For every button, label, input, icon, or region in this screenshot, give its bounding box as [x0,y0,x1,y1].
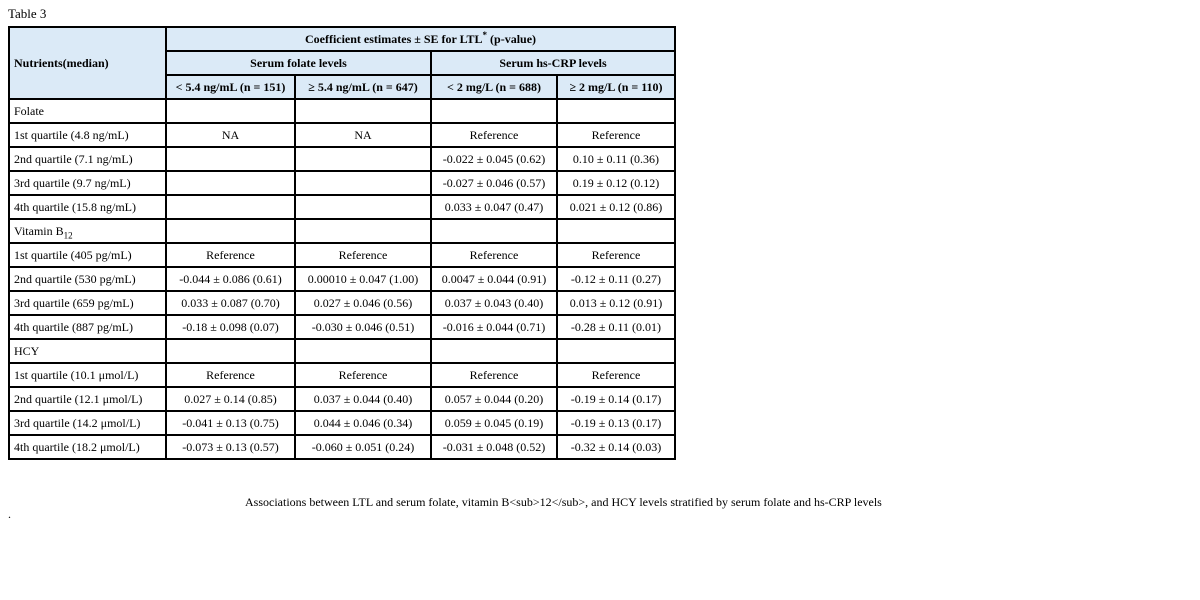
row-label-cell [9,195,166,219]
row-label-cell [9,315,166,339]
value-cell: -0.18 ± 0.098 (0.07) [166,315,295,339]
group-title: Coefficient estimates ± SE for LTL [304,32,483,46]
value-cell [166,99,295,123]
trailing-mark: . [8,507,11,521]
table-row [9,387,675,411]
column-header: < 2 mg/L (n = 688) [431,75,557,99]
value-cell: -0.060 ± 0.051 (0.24) [295,435,431,459]
value-cell: -0.030 ± 0.046 (0.51) [295,315,431,339]
table-row [9,219,675,243]
value-cell [166,171,295,195]
value-cell: NA [295,123,431,147]
row-label: 3rd quartile (659 pg/mL) [14,296,134,310]
table-body [9,99,675,459]
column-header: ≥ 2 mg/L (n = 110) [557,75,675,99]
value-cell: 0.00010 ± 0.047 (1.00) [295,267,431,291]
value-cell: 0.033 ± 0.087 (0.70) [166,291,295,315]
row-label-cell [9,435,166,459]
row-label: 2nd quartile (530 pg/mL) [14,272,136,286]
row-label-cell [9,267,166,291]
value-cell [166,147,295,171]
row-label: HCY [14,344,40,358]
table-row [9,435,675,459]
row-label: 4th quartile (18.2 μmol/L) [14,440,140,454]
row-label: 1st quartile (4.8 ng/mL) [14,128,129,142]
row-label-cell [9,339,166,363]
table-row [9,291,675,315]
row-label: 1st quartile (405 pg/mL) [14,248,132,262]
table-row [9,243,675,267]
row-label: 3rd quartile (14.2 μmol/L) [14,416,141,430]
value-cell: Reference [431,243,557,267]
value-cell: Reference [557,363,675,387]
value-cell: Reference [557,123,675,147]
value-cell [431,219,557,243]
value-cell [295,147,431,171]
row-label: Folate [14,104,44,118]
value-cell [295,99,431,123]
row-header-cell: Nutrients(median) [9,27,166,99]
value-cell: 0.021 ± 0.12 (0.86) [557,195,675,219]
subgroup-folate: Serum folate levels [166,51,431,75]
table-row [9,411,675,435]
value-cell: 0.027 ± 0.046 (0.56) [295,291,431,315]
value-cell [557,219,675,243]
row-label: 3rd quartile (9.7 ng/mL) [14,176,131,190]
row-label-cell [9,243,166,267]
value-cell [295,219,431,243]
table-row [9,123,675,147]
row-label-cell [9,147,166,171]
value-cell: -0.28 ± 0.11 (0.01) [557,315,675,339]
value-cell: 0.0047 ± 0.044 (0.91) [431,267,557,291]
value-cell: 0.057 ± 0.044 (0.20) [431,387,557,411]
value-cell: 0.037 ± 0.043 (0.40) [431,291,557,315]
value-cell: Reference [431,363,557,387]
value-cell [166,219,295,243]
value-cell [557,99,675,123]
value-cell [557,339,675,363]
column-header: < 5.4 ng/mL (n = 151) [166,75,295,99]
value-cell [431,339,557,363]
value-cell: 0.059 ± 0.045 (0.19) [431,411,557,435]
value-cell: Reference [431,123,557,147]
value-cell: -0.19 ± 0.13 (0.17) [557,411,675,435]
row-label-cell [9,363,166,387]
value-cell: -0.016 ± 0.044 (0.71) [431,315,557,339]
value-cell: Reference [557,243,675,267]
value-cell [295,339,431,363]
table-row [9,147,675,171]
value-cell: -0.19 ± 0.14 (0.17) [557,387,675,411]
row-label: 4th quartile (15.8 ng/mL) [14,200,136,214]
value-cell [295,171,431,195]
table-caption: Associations between LTL and serum folate, vitamin B<sub>12</sub>, and HCY levels stratified by serum folate and hs-CRP levels [245,495,882,509]
value-cell: 0.037 ± 0.044 (0.40) [295,387,431,411]
row-label-cell [9,291,166,315]
table-row [9,363,675,387]
table-row [9,171,675,195]
value-cell: -0.031 ± 0.048 (0.52) [431,435,557,459]
value-cell: -0.073 ± 0.13 (0.57) [166,435,295,459]
value-cell: NA [166,123,295,147]
value-cell: 0.044 ± 0.046 (0.34) [295,411,431,435]
row-label-cell [9,171,166,195]
table-row [9,315,675,339]
value-cell: 0.013 ± 0.12 (0.91) [557,291,675,315]
value-cell: -0.022 ± 0.045 (0.62) [431,147,557,171]
value-cell [431,99,557,123]
value-cell [166,339,295,363]
row-label: 1st quartile (10.1 μmol/L) [14,368,139,382]
row-label-cell [9,123,166,147]
data-table [8,26,676,460]
row-label-cell [9,99,166,123]
value-cell: Reference [166,363,295,387]
value-cell: -0.32 ± 0.14 (0.03) [557,435,675,459]
value-cell: 0.027 ± 0.14 (0.85) [166,387,295,411]
value-cell: -0.041 ± 0.13 (0.75) [166,411,295,435]
row-label: 2nd quartile (12.1 μmol/L) [14,392,143,406]
table-header [9,27,675,99]
row-label-cell [9,387,166,411]
table-row [9,339,675,363]
table-row [9,267,675,291]
table-row [9,195,675,219]
group-title-cell [166,27,675,51]
column-header: ≥ 5.4 ng/mL (n = 647) [295,75,431,99]
row-label-cell [9,411,166,435]
value-cell [166,195,295,219]
value-cell: 0.033 ± 0.047 (0.47) [431,195,557,219]
subgroup-hscrp: Serum hs-CRP levels [431,51,675,75]
value-cell: -0.027 ± 0.046 (0.57) [431,171,557,195]
table-row [9,99,675,123]
value-cell: 0.19 ± 0.12 (0.12) [557,171,675,195]
value-cell [295,195,431,219]
value-cell: -0.044 ± 0.086 (0.61) [166,267,295,291]
row-label-subscript: 12 [63,230,73,241]
row-label: 2nd quartile (7.1 ng/mL) [14,152,133,166]
table-label: Table 3 [8,6,47,21]
row-label-cell [9,219,166,243]
value-cell: Reference [295,243,431,267]
row-label: Vitamin B [14,224,64,238]
value-cell: -0.12 ± 0.11 (0.27) [557,267,675,291]
value-cell: Reference [166,243,295,267]
row-label: 4th quartile (887 pg/mL) [14,320,133,334]
value-cell: Reference [295,363,431,387]
group-title-footnote-mark: * [482,30,488,40]
group-title-suffix: (p-value) [487,32,537,46]
value-cell: 0.10 ± 0.11 (0.36) [557,147,675,171]
